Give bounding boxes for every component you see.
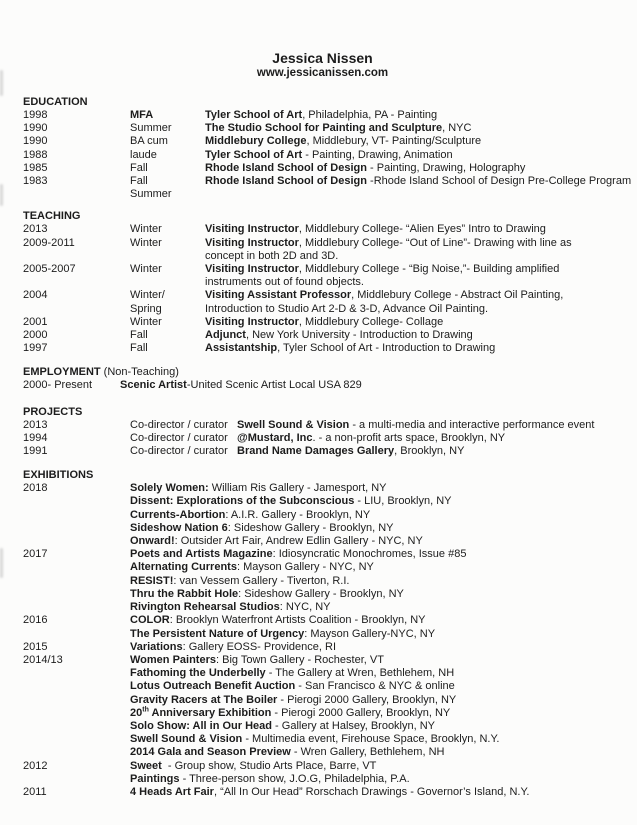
detail-cell: Visiting Instructor, Middlebury College- “Out of Line”- Drawing with line as concept in both 2D and 3D. [205,236,572,262]
detail-cell: Dissent: Explorations of the Subconscious - LIU, Brooklyn, NY [130,495,452,508]
teaching-row [23,342,622,355]
term-cell: Co-director / curator [130,431,228,444]
year-cell [23,667,130,680]
year-cell: 2011 [23,785,47,798]
term-cell: BA cum [130,135,168,148]
exhibition-row [23,614,622,627]
exhibition-row [23,561,622,574]
project-row [23,445,622,458]
detail-cell: Rivington Rehearsal Studios: NYC, NY [130,601,331,614]
year-cell: 2017 [23,548,48,561]
year-cell: 2009-2011 [23,236,75,249]
exhibition-row [23,760,622,773]
education-row [23,162,622,175]
website-url: www.jessicanissen.com [256,67,389,79]
year-cell [23,694,130,707]
section-education [23,96,632,201]
exhibition-row [23,628,622,641]
term-cell: Fall [130,329,148,342]
teaching-row [23,289,622,315]
detail-cell: Sweet - Group show, Studio Arts Place, Barre, VT [130,759,377,772]
detail-cell: Scenic Artist-United Scenic Artist Local USA 829 [120,379,362,392]
page-title: Jessica Nissen [272,50,373,66]
year-cell [23,588,130,601]
scan-artifact [0,184,3,206]
project-row [23,432,622,445]
section-employment [23,366,622,392]
exhibition-row [23,641,622,654]
year-cell: 2004 [23,289,48,302]
detail-cell: RESIST!: van Vessem Gallery - Tiverton, R.I. [130,574,350,587]
section-heading-text: EMPLOYMENT [23,366,101,379]
section-heading: EDUCATION [23,96,88,108]
year-cell [23,575,130,588]
year-cell: 1994 [23,431,48,444]
exhibition-row [23,509,622,522]
exhibition-row [23,680,622,693]
exhibition-row [23,601,622,614]
teaching-row [23,223,622,236]
education-rows [23,109,632,201]
section-teaching [23,210,622,355]
exhibition-row [23,746,622,759]
detail-cell: 2014 Gala and Season Preview - Wren Gallery, Bethlehem, NH [130,746,445,759]
year-cell: 2012 [23,759,48,772]
teaching-row [23,237,622,263]
year-cell [23,733,130,746]
detail-cell: Sideshow Nation 6: Sideshow Gallery - Brooklyn, NY [130,521,394,534]
education-row [23,149,622,162]
year-cell: 2000- Present [23,379,93,392]
section-heading-suffix: (Non-Teaching) [100,366,179,379]
term-cell: MFA [130,109,154,121]
teaching-row [23,329,622,342]
project-rows [23,419,622,459]
scan-artifact [0,548,3,578]
detail-cell: Currents-Abortion: A.I.R. Gallery - Brooklyn, NY [130,508,371,521]
exhibition-row [23,720,622,733]
section-heading: EXHIBITIONS [23,469,94,482]
term-cell: Winter [130,223,162,236]
education-row [23,109,622,122]
exhibition-row [23,495,622,508]
exhibition-row [23,575,622,588]
detail-cell: The Persistent Nature of Urgency: Mayson Gallery-NYC, NY [130,627,436,640]
year-cell: 2000 [23,329,48,342]
term-cell: Co-director / curator [130,445,228,458]
year-cell [23,773,130,786]
detail-cell: Rhode Island School of Design -Rhode Island School of Design Pre-College Program [205,175,632,188]
education-row [23,122,622,135]
exhibition-row [23,786,622,799]
scan-artifact [0,70,3,96]
year-cell [23,509,130,522]
detail-cell: 20th Anniversary Exhibition - Pierogi 2000 Gallery, Brooklyn, NY [130,706,451,719]
exhibition-rows [23,482,622,799]
year-cell: 2013 [23,418,48,431]
year-cell [23,746,130,759]
year-cell [23,495,130,508]
exhibition-row [23,522,622,535]
detail-cell: Middlebury College, Middlebury, VT- Painting/Sculpture [205,135,482,148]
detail-cell: Onward!: Outsider Art Fair, Andrew Edlin Gallery - NYC, NY [130,535,423,548]
year-cell: 1997 [23,342,48,355]
detail-cell: Solely Women: William Ris Gallery - Jamesport, NY [130,482,387,495]
education-row [23,135,622,148]
detail-cell: Solo Show: All in Our Head - Gallery at Halsey, Brooklyn, NY [130,719,436,732]
term-cell: Fall [130,342,148,355]
detail-cell: Rhode Island School of Design - Painting, Drawing, Holography [205,161,526,174]
project-row [23,419,622,432]
detail-cell: Lotus Outreach Benefit Auction - San Francisco & NYC & online [130,680,455,693]
section-projects [23,406,622,459]
term-cell: laude [130,148,157,161]
exhibition-row [23,707,622,720]
year-cell: 1991 [23,445,48,458]
detail-cell: Variations: Gallery EOSS- Providence, RI [130,640,337,653]
year-cell [23,680,130,693]
employment-rows [23,379,622,392]
detail-cell: Adjunct, New York University - Introduction to Drawing [205,329,473,342]
term-cell: Fall [130,161,148,174]
section-exhibitions [23,469,622,799]
detail-cell: Fathoming the Underbelly - The Gallery at Wren, Bethlehem, NH [130,667,455,680]
term-cell: Winter [130,263,162,276]
detail-cell: Swell Sound & Vision - Multimedia event, Firehouse Space, Brooklyn, N.Y. [130,733,500,746]
term-cell: Winter/ Spring [130,289,165,315]
detail-cell: The Studio School for Painting and Sculpture, NYC [205,122,472,135]
education-row [23,175,632,201]
section-heading: PROJECTS [23,405,83,418]
detail-cell: Women Painters: Big Town Gallery - Rochester, VT [130,653,384,666]
detail-cell: Visiting Instructor, Middlebury College- “Alien Eyes” Intro to Drawing [205,223,546,236]
exhibition-row [23,773,622,786]
detail-cell: Swell Sound & Vision - a multi-media and interactive performance event [237,418,595,431]
year-cell: 1990 [23,122,48,135]
year-cell [23,535,130,548]
section-heading: TEACHING [23,210,81,223]
detail-cell: Visiting Instructor, Middlebury College- Collage [205,315,444,328]
term-cell: Winter [130,236,162,249]
year-cell [23,720,130,733]
year-cell: 1983 [23,175,48,188]
exhibition-row [23,733,622,746]
year-cell [23,601,130,614]
exhibition-row [23,654,622,667]
detail-cell: Poets and Artists Magazine: Idiosyncratic Monochromes, Issue #85 [130,548,467,561]
detail-cell: Paintings - Three-person show, J.O.G, Philadelphia, P.A. [130,772,410,785]
year-cell: 1985 [23,161,48,174]
year-cell: 1998 [23,109,48,121]
term-cell: Co-director / curator [130,418,228,431]
teaching-rows [23,223,622,355]
detail-cell: Tyler School of Art - Painting, Drawing, Animation [205,148,453,161]
year-cell: 2001 [23,315,48,328]
detail-cell: COLOR: Brooklyn Waterfront Artists Coalition - Brooklyn, NY [130,614,426,627]
year-cell: 1988 [23,148,48,161]
year-cell: 2013 [23,223,48,236]
year-cell: 2018 [23,482,48,495]
exhibition-row [23,482,622,495]
exhibition-row [23,667,622,680]
detail-cell: Visiting Instructor, Middlebury College - “Big Noise,”- Building amplified instruments out of found objects. [205,263,560,289]
year-cell [23,628,130,641]
term-cell: Summer [130,122,172,135]
teaching-row [23,263,622,289]
exhibition-row [23,588,622,601]
year-cell [23,707,130,720]
year-cell: 2014/13 [23,653,63,666]
section-heading [23,366,622,379]
exhibition-row [23,535,622,548]
year-cell: 2015 [23,640,48,653]
year-cell: 2016 [23,614,48,627]
detail-cell: @Mustard, Inc. - a non-profit arts space, Brooklyn, NY [237,431,506,444]
year-cell [23,561,130,574]
detail-cell: Brand Name Damages Gallery, Brooklyn, NY [237,445,465,458]
year-cell: 2005-2007 [23,263,76,276]
exhibition-row [23,694,622,707]
detail-cell: Visiting Assistant Professor, Middlebury College - Abstract Oil Painting, Introduction to Studio Art 2-D & 3-D, Advance Oil Painting. [205,289,564,315]
detail-cell: Alternating Currents: Mayson Gallery - NYC, NY [130,561,374,574]
detail-cell: Thru the Rabbit Hole: Sideshow Gallery - Brooklyn, NY [130,587,404,600]
detail-cell: Tyler School of Art, Philadelphia, PA - Painting [205,109,438,121]
resume-header [23,50,622,80]
year-cell [23,522,130,535]
term-cell: Winter [130,315,162,328]
detail-cell: Assistantship, Tyler School of Art - Introduction to Drawing [205,342,496,355]
detail-cell: 4 Heads Art Fair, “All In Our Head” Rorschach Drawings - Governor’s Island, N.Y. [130,785,530,798]
teaching-row [23,316,622,329]
year-cell: 1990 [23,135,48,148]
term-cell: Fall Summer [130,175,172,201]
exhibition-row [23,548,622,561]
employment-row [23,379,622,392]
detail-cell: Gravity Racers at The Boiler - Pierogi 2000 Gallery, Brooklyn, NY [130,693,457,706]
